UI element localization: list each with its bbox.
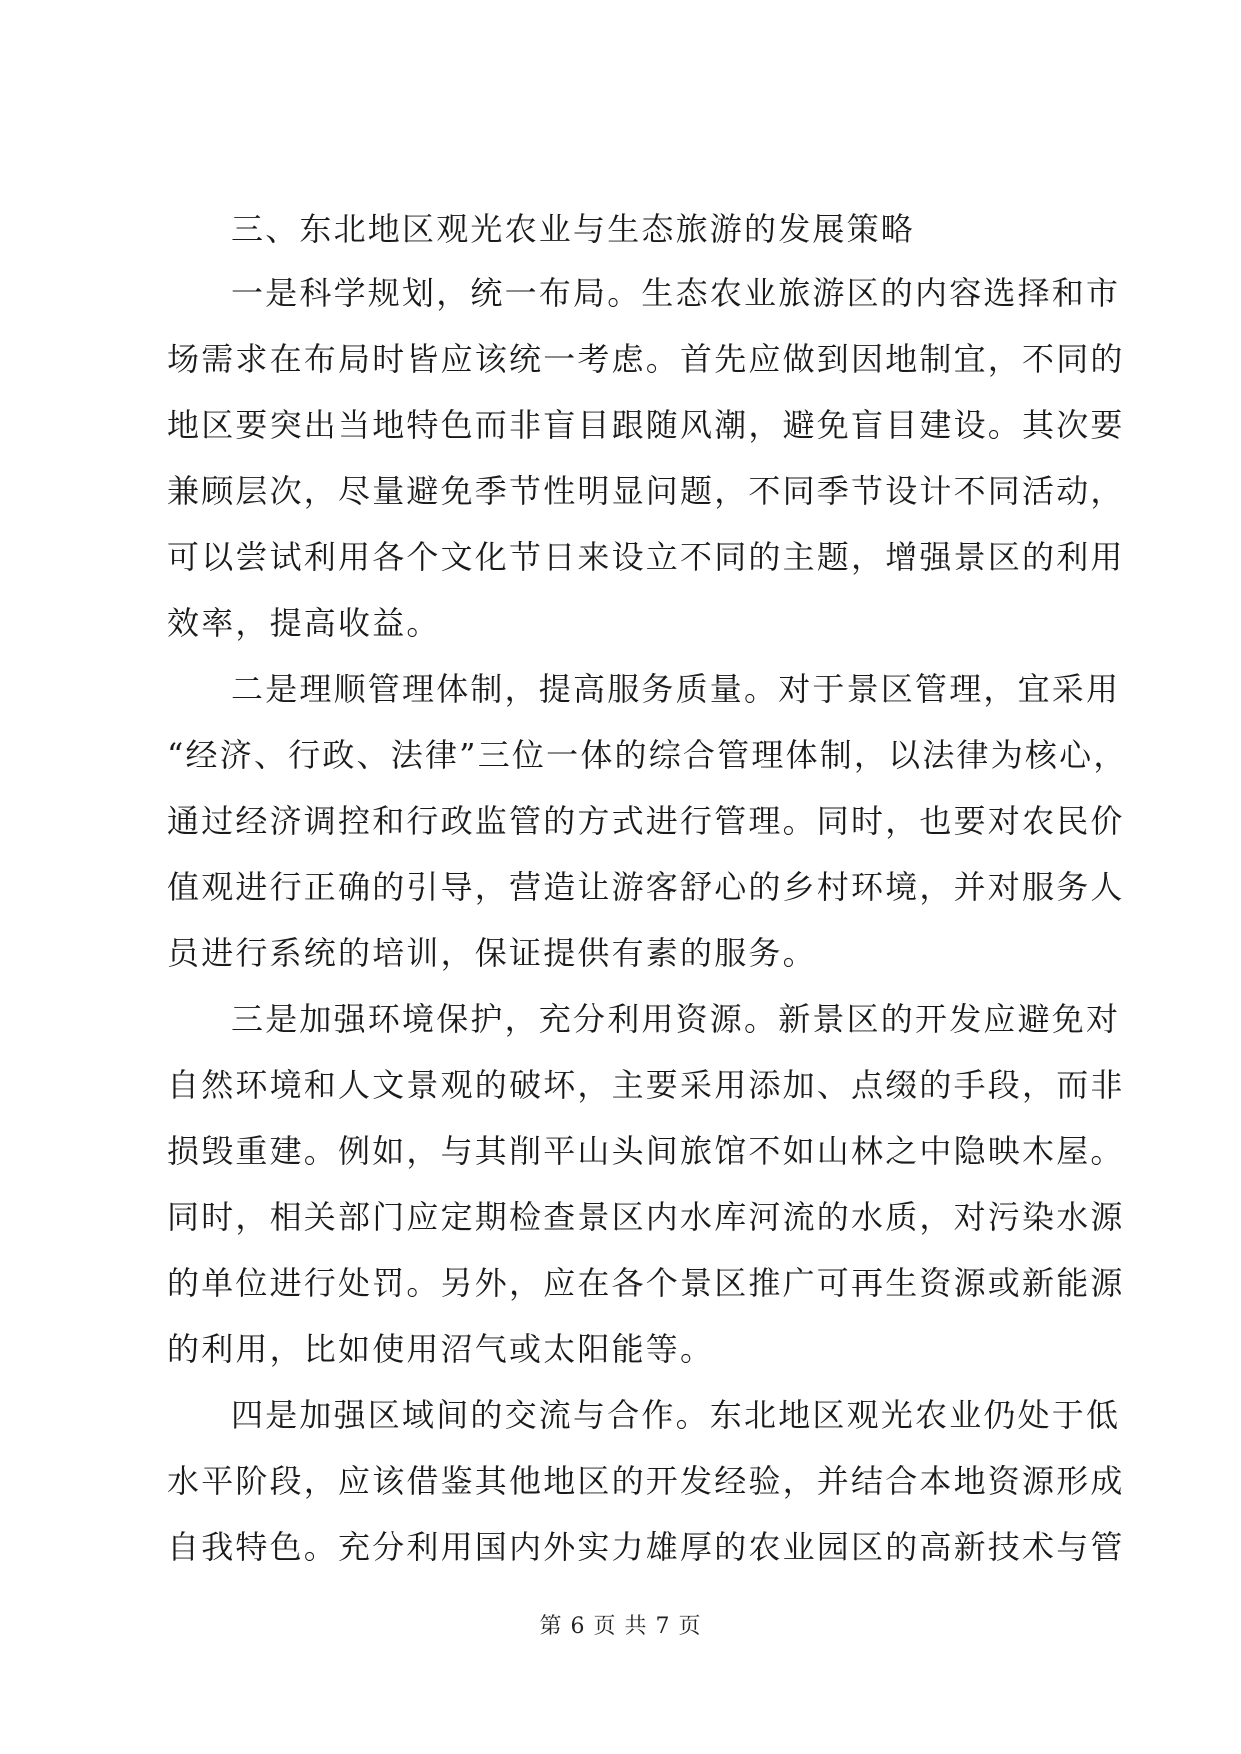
paragraph-line: 三是加强环境保护，充分利用资源。新景区的开发应避免对 [231, 1000, 1121, 1038]
paragraph-line: 可以尝试利用各个文化节日来设立不同的主题，增强景区的利用 [167, 538, 1125, 576]
paragraph-line: 自然环境和人文景观的破坏，主要采用添加、点缀的手段，而非 [167, 1066, 1125, 1104]
paragraph-line: 值观进行正确的引导，营造让游客舒心的乡村环境，并对服务人 [167, 868, 1125, 906]
paragraph-line: 场需求在布局时皆应该统一考虑。首先应做到因地制宜，不同的 [167, 340, 1125, 378]
paragraph-line: 同时，相关部门应定期检查景区内水库河流的水质，对污染水源 [167, 1198, 1125, 1236]
paragraph-line: 通过经济调控和行政监管的方式进行管理。同时，也要对农民价 [167, 802, 1125, 840]
paragraph-line: 效率，提高收益。 [167, 604, 441, 642]
paragraph-line: 二是理顺管理体制，提高服务质量。对于景区管理，宜采用 [231, 670, 1121, 708]
paragraph-line: 地区要突出当地特色而非盲目跟随风潮，避免盲目建设。其次要 [167, 406, 1125, 444]
paragraph-line: 的单位进行处罚。另外，应在各个景区推广可再生资源或新能源 [167, 1264, 1125, 1302]
page-number-footer: 第 6 页 共 7 页 [539, 1614, 702, 1639]
paragraph-line: 损毁重建。例如，与其削平山头间旅馆不如山林之中隐映木屋。 [167, 1132, 1125, 1170]
paragraph-line: 水平阶段，应该借鉴其他地区的开发经验，并结合本地资源形成 [167, 1462, 1125, 1500]
paragraph-line: 的利用，比如使用沼气或太阳能等。 [167, 1330, 715, 1368]
paragraph-line: “经济、行政、法律”三位一体的综合管理体制，以法律为核心， [167, 736, 1128, 774]
paragraph-line: 兼顾层次，尽量避免季节性明显问题，不同季节设计不同活动， [167, 472, 1125, 510]
paragraph-line: 一是科学规划，统一布局。生态农业旅游区的内容选择和市 [231, 274, 1121, 312]
section-heading: 三、东北地区观光农业与生态旅游的发展策略 [231, 210, 916, 248]
paragraph-line: 自我特色。充分利用国内外实力雄厚的农业园区的高新技术与管 [167, 1528, 1125, 1566]
paragraph-line: 四是加强区域间的交流与合作。东北地区观光农业仍处于低 [231, 1396, 1121, 1434]
paragraph-line: 员进行系统的培训，保证提供有素的服务。 [167, 934, 817, 972]
